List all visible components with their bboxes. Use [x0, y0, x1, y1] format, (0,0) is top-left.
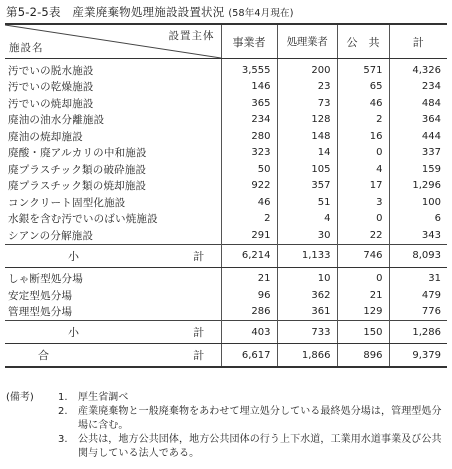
row-label: 安定型処分場	[8, 289, 73, 302]
table-row	[5, 267, 447, 287]
cell-public: 21	[337, 287, 389, 304]
row-label: 廃酸・廃アルカリの中和施設	[8, 147, 147, 160]
note-number: 3.	[58, 434, 68, 445]
cell-public: 4	[337, 161, 389, 178]
row-label: 廃油の油水分離施設	[8, 114, 105, 127]
table-row	[5, 128, 447, 145]
cell-contractor: 73	[277, 95, 337, 112]
corner-top-label: 設置主体	[168, 30, 215, 42]
title-date: (58年4月現在)	[228, 8, 294, 19]
subtotal-row	[5, 244, 447, 267]
cell-business: 6,214	[221, 244, 277, 267]
corner-bottom-label: 施設名	[9, 42, 44, 54]
corner-cell	[5, 24, 221, 59]
col-header-business: 事業者	[221, 24, 277, 59]
cell-business: 291	[221, 227, 277, 244]
cell-contractor: 14	[277, 145, 337, 162]
cell-public: 746	[337, 244, 389, 267]
note-number: 2.	[58, 406, 68, 417]
cell-business: 21	[221, 267, 277, 287]
table-row	[5, 194, 447, 211]
cell-contractor: 10	[277, 267, 337, 287]
note-text: 厚生省調べ	[78, 392, 129, 403]
cell-public: 16	[337, 128, 389, 145]
table-row	[5, 95, 447, 112]
cell-contractor: 148	[277, 128, 337, 145]
cell-business: 96	[221, 287, 277, 304]
grand-total-row	[5, 344, 447, 368]
row-label: 廃油の焼却施設	[8, 130, 83, 143]
row-label: シアンの分解施設	[8, 229, 94, 242]
cell-total: 484	[389, 95, 447, 112]
cell-business: 3,555	[221, 59, 277, 79]
cell-total: 31	[389, 267, 447, 287]
table-row	[5, 112, 447, 129]
cell-total: 364	[389, 112, 447, 129]
cell-public: 65	[337, 79, 389, 96]
subtotal-label	[5, 244, 221, 267]
cell-total: 479	[389, 287, 447, 304]
subtotal-row	[5, 321, 447, 344]
cell-public: 0	[337, 145, 389, 162]
cell-total: 234	[389, 79, 447, 96]
cell-business: 234	[221, 112, 277, 129]
cell-public: 17	[337, 178, 389, 195]
cell-public: 2	[337, 112, 389, 129]
cell-total: 337	[389, 145, 447, 162]
cell-total: 9,379	[389, 344, 447, 368]
cell-total: 159	[389, 161, 447, 178]
table-row	[5, 59, 447, 79]
table-row	[5, 161, 447, 178]
note-item	[6, 391, 446, 405]
table-row	[5, 178, 447, 195]
notes-heading: (備考)	[6, 392, 34, 403]
cell-public: 896	[337, 344, 389, 368]
cell-contractor: 733	[277, 321, 337, 344]
cell-total: 776	[389, 304, 447, 321]
row-label: 廃プラスチック類の焼却施設	[8, 180, 147, 193]
cell-public: 22	[337, 227, 389, 244]
cell-total: 8,093	[389, 244, 447, 267]
cell-business: 323	[221, 145, 277, 162]
cell-contractor: 128	[277, 112, 337, 129]
table-row	[5, 304, 447, 321]
table-row	[5, 287, 447, 304]
cell-total: 4,326	[389, 59, 447, 79]
table-row	[5, 211, 447, 228]
cell-contractor: 200	[277, 59, 337, 79]
cell-business: 403	[221, 321, 277, 344]
cell-business: 365	[221, 95, 277, 112]
cell-contractor: 105	[277, 161, 337, 178]
note-item	[6, 433, 446, 461]
cell-contractor: 23	[277, 79, 337, 96]
total-label-a: 合	[38, 349, 50, 362]
table-row	[5, 227, 447, 244]
note-text: 公共は，地方公共団体，地方公共団体の行う上下水道，工業用水道事業及び公共関与している法人である。	[78, 434, 442, 459]
note-text: 産業廃棄物と一般廃棄物をあわせて埋立処分している最終処分場は，管理型処分場に含む。	[78, 406, 442, 431]
cell-contractor: 1,866	[277, 344, 337, 368]
subtotal-label-b: 計	[193, 326, 205, 339]
notes	[6, 391, 446, 461]
subtotal-label-a: 小	[68, 249, 80, 263]
col-header-public: 公 共	[337, 24, 389, 59]
cell-public: 0	[337, 211, 389, 228]
cell-contractor: 362	[277, 287, 337, 304]
subtotal-label-a: 小	[68, 326, 80, 339]
note-number: 1.	[58, 392, 68, 403]
cell-business: 50	[221, 161, 277, 178]
row-label: 管理型処分場	[8, 306, 73, 319]
cell-business: 6,617	[221, 344, 277, 368]
subtotal-label	[5, 321, 221, 344]
cell-contractor: 361	[277, 304, 337, 321]
facility-table	[5, 23, 447, 368]
row-label: コンクリート固型化施設	[8, 196, 126, 209]
col-header-total: 計	[389, 24, 447, 59]
note-item	[6, 405, 446, 433]
total-label	[5, 344, 221, 368]
cell-contractor: 1,133	[277, 244, 337, 267]
cell-contractor: 51	[277, 194, 337, 211]
subtotal-label-b: 計	[193, 249, 205, 263]
cell-business: 2	[221, 211, 277, 228]
cell-contractor: 357	[277, 178, 337, 195]
cell-public: 129	[337, 304, 389, 321]
title-main: 第5-2-5表 産業廃棄物処理施設設置状況	[6, 5, 225, 19]
col-header-contractor: 処理業者	[277, 24, 337, 59]
table-row	[5, 79, 447, 96]
cell-public: 0	[337, 267, 389, 287]
cell-total: 1,286	[389, 321, 447, 344]
cell-business: 280	[221, 128, 277, 145]
row-label: 汚でいの脱水施設	[8, 64, 94, 77]
row-label: 汚でいの乾燥施設	[8, 81, 94, 94]
cell-business: 46	[221, 194, 277, 211]
cell-total: 1,296	[389, 178, 447, 195]
row-label: しゃ断型処分場	[8, 273, 83, 286]
cell-public: 150	[337, 321, 389, 344]
row-label: 汚でいの焼却施設	[8, 97, 94, 110]
cell-public: 3	[337, 194, 389, 211]
cell-business: 286	[221, 304, 277, 321]
table-title	[6, 4, 294, 20]
cell-total: 444	[389, 128, 447, 145]
cell-business: 922	[221, 178, 277, 195]
cell-contractor: 30	[277, 227, 337, 244]
cell-total: 100	[389, 194, 447, 211]
cell-public: 571	[337, 59, 389, 79]
total-label-b: 計	[193, 349, 205, 362]
cell-public: 46	[337, 95, 389, 112]
cell-total: 6	[389, 211, 447, 228]
table-row	[5, 145, 447, 162]
row-label: 廃プラスチック類の破砕施設	[8, 163, 147, 176]
cell-business: 146	[221, 79, 277, 96]
header-row	[5, 24, 447, 59]
cell-total: 343	[389, 227, 447, 244]
row-label: 水銀を含む汚でいのばい焼施設	[8, 213, 158, 226]
cell-contractor: 4	[277, 211, 337, 228]
